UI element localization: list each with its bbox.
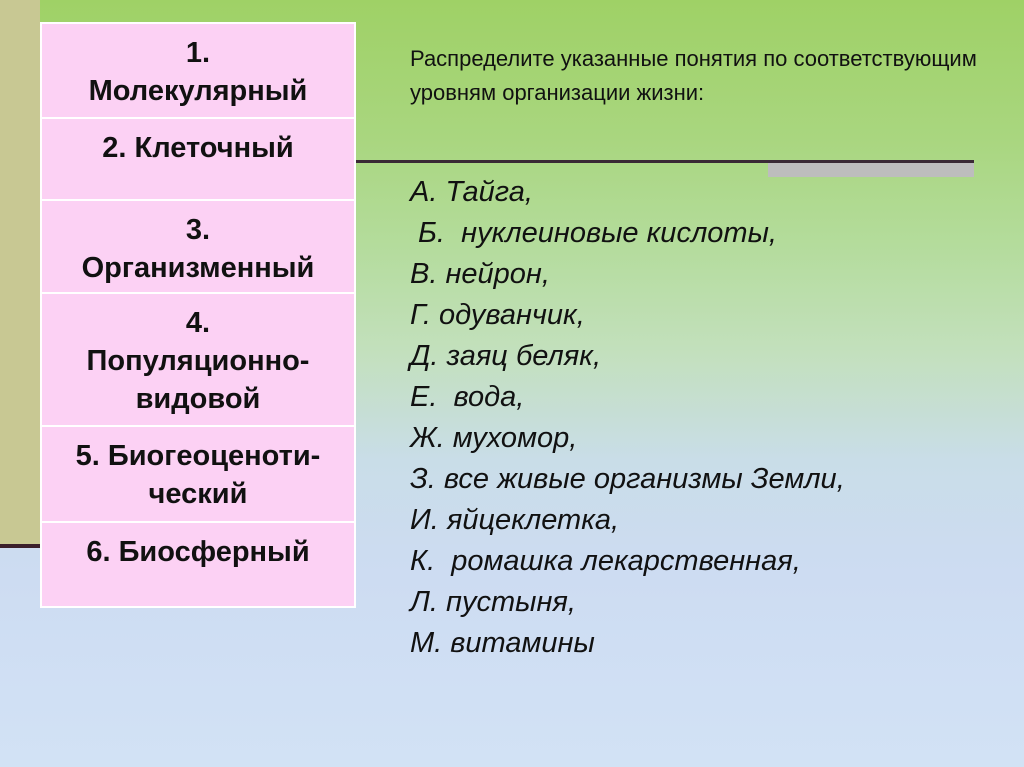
list-item: Г. одуванчик, [410,299,585,331]
list-item: И. яйцеклетка, [410,504,620,536]
level-cell-biogeocenotic: 5. Биогеоценоти- ческий [41,426,355,522]
level-cell-biosphere: 6. Биосферный [41,522,355,607]
list-item: А. Тайга, [410,176,533,208]
table-row [41,200,355,293]
level-cell-molecular: 1. Молекулярный [41,23,355,118]
left-accent-line [0,544,40,548]
table-row [41,293,355,426]
level-cell-organism: 3. Организменный [41,200,355,293]
table-row [41,426,355,522]
list-item: Ж. мухомор, [410,422,578,454]
level-cell-population-species: 4. Популяционно- видовой [41,293,355,426]
levels-table [40,22,356,608]
list-item: Д. заяц беляк, [410,340,602,372]
table-row [41,522,355,607]
list-item: З. все живые организмы Земли, [410,463,845,495]
list-item: Е. вода, [410,381,525,413]
concepts-list [410,172,845,664]
list-item: В. нейрон, [410,258,550,290]
left-decor-stripe [0,0,40,545]
task-instruction: Распределите указанные понятия по соответствующим уровням организации жизни: [410,46,977,105]
table-row [41,118,355,200]
list-item: К. ромашка лекарственная, [410,545,801,577]
list-item: М. витамины [410,627,595,659]
list-item: Б. нуклеиновые кислоты, [410,217,777,249]
table-row [41,23,355,118]
list-item: Л. пустыня, [410,586,576,618]
level-cell-cellular: 2. Клеточный [41,118,355,200]
